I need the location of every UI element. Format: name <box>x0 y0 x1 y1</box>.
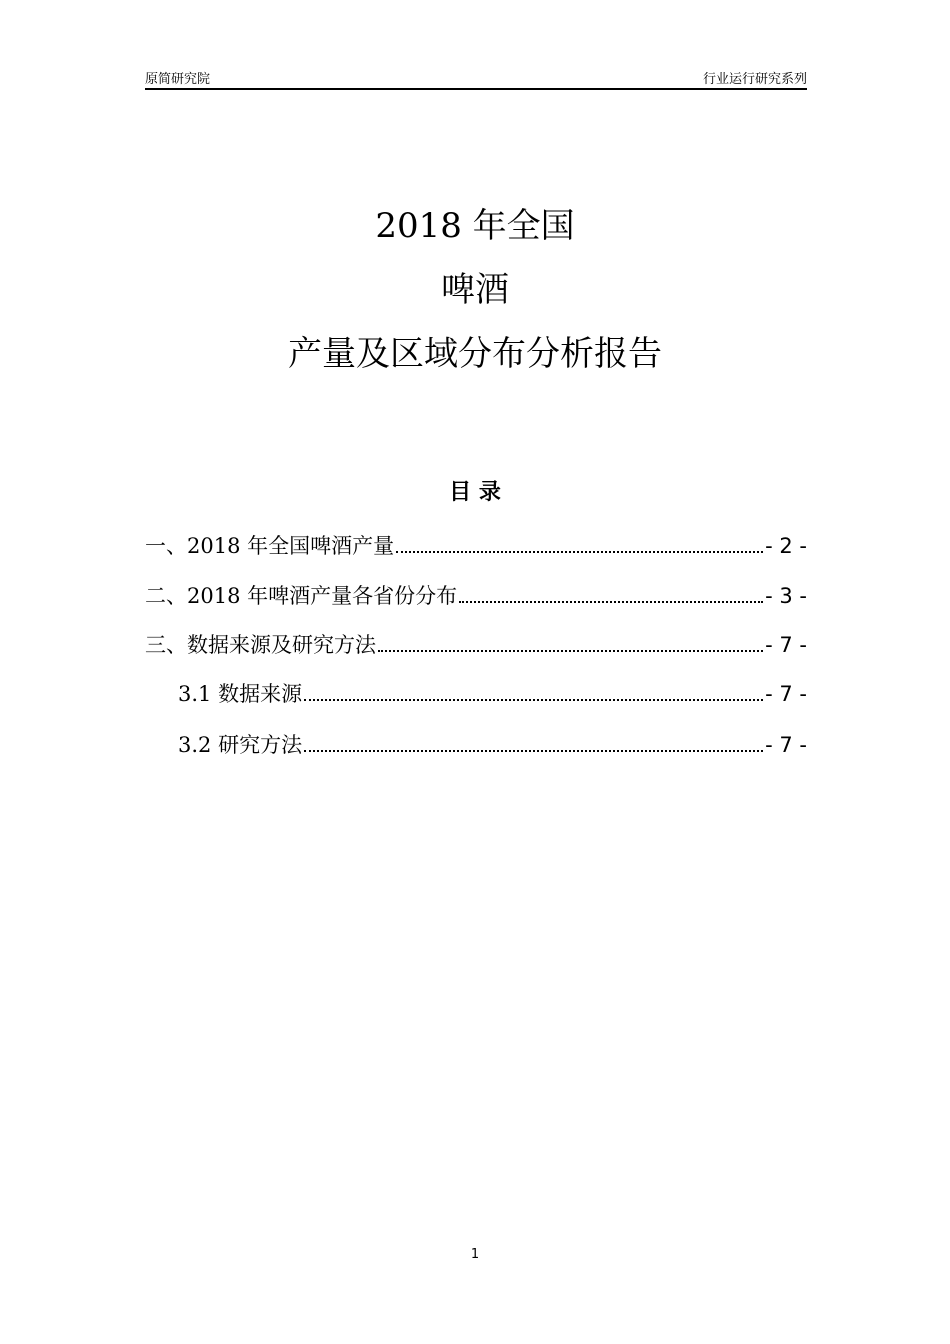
toc-entry-page: - 3 - <box>765 584 807 608</box>
toc-dot-leader <box>459 601 763 603</box>
toc-subentry[interactable] <box>178 731 807 759</box>
toc-dot-leader <box>304 750 763 752</box>
toc-entry-label: 一、2018 年全国啤酒产量 <box>145 534 395 558</box>
toc-entry-label: 三、数据来源及研究方法 <box>145 633 376 657</box>
toc-entry[interactable] <box>145 631 807 659</box>
toc-dot-leader <box>396 551 763 553</box>
toc-entry-page: - 7 - <box>765 682 807 706</box>
title-line-2: 啤酒 <box>441 270 509 310</box>
toc-entry-page: - 2 - <box>765 534 807 558</box>
header-series: 行业运行研究系列 <box>702 72 807 87</box>
header-organization: 原简研究院 <box>145 72 211 87</box>
toc-entry-page: - 7 - <box>765 733 807 757</box>
toc-dot-leader <box>378 650 763 652</box>
toc-entry[interactable] <box>145 582 807 610</box>
toc-entry[interactable] <box>145 532 807 560</box>
title-line-3: 产量及区域分布分析报告 <box>288 334 662 374</box>
toc-heading: 目 录 <box>449 480 501 505</box>
toc-entry-label: 3.2 研究方法 <box>178 733 303 757</box>
page-number: 1 <box>470 1247 480 1262</box>
toc-entry-page: - 7 - <box>765 633 807 657</box>
title-line-1: 2018 年全国 <box>375 206 575 246</box>
toc-subentry[interactable] <box>178 680 807 708</box>
toc-entry-label: 3.1 数据来源 <box>178 682 303 706</box>
page-header <box>145 66 807 90</box>
toc-entry-label: 二、2018 年啤酒产量各省份分布 <box>145 584 458 608</box>
toc-dot-leader <box>304 699 763 701</box>
